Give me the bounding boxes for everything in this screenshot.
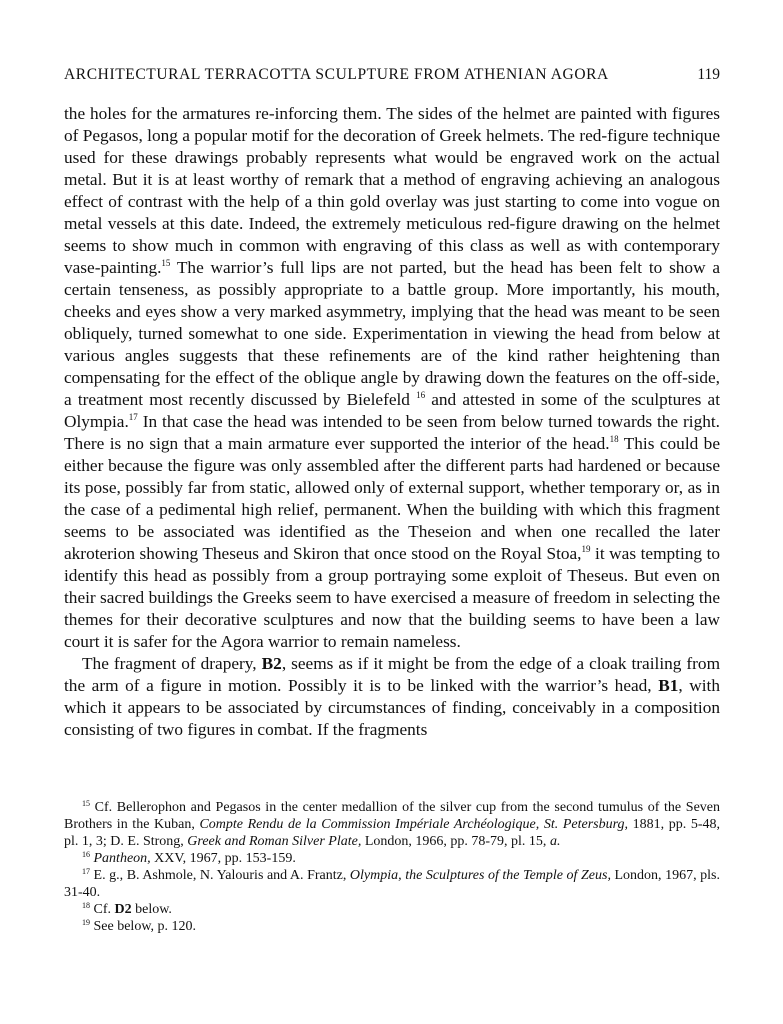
paragraph-1 [64, 103, 720, 653]
footnote-18 [64, 901, 720, 918]
footnote-number: 15 [82, 799, 90, 808]
paragraph-2 [64, 653, 720, 741]
running-title: ARCHITECTURAL TERRACOTTA SCULPTURE FROM ATHENIAN AGORA [64, 66, 609, 83]
citation-title: Greek and Roman Silver Plate, [187, 834, 362, 849]
text-run: below. [131, 902, 172, 917]
text-run: The warrior’s full lips are not parted, but the head has been felt to show a certain tenseness, as possibly appropriate to a battle group. More importantly, his mouth, cheeks and eyes show a very marked asymmetry, implying that the head was meant to be seen obliquely, turned somewhat to one side. Experimentation in viewing the head from below at various angles suggests that these refinements are of the kind rather heightening than compensating for the effect of the oblique angle by drawing down the features on the off-side, a treatment most recently discussed by Bielefeld [64, 258, 720, 409]
footnote-number: 16 [82, 850, 90, 859]
text-run: In that case the head was intended to be seen from below turned towards the right. There is no sign that a main armature ever supported the interior of the head. [64, 412, 720, 453]
text-run: and attested in some of the sculptures at Olympia. [64, 390, 720, 431]
text-run: Cf. Bellerophon and Pegasos in the center medallion of the silver cup from the second tumulus of the Seven Brothers in the Kuban, [64, 800, 720, 832]
footnote-number: 19 [82, 918, 90, 927]
catalogue-ref-b1: B1 [658, 676, 679, 695]
text-run: it was tempting to identify this head as possibly from a group portraying some exploit of Theseus. But even on their sacred buildings the Greeks seem to have exercised a measure of freedom in selecting the themes for their decorative sculptures and now that the building seems to have been a law court it is safer for the Agora warrior to remain nameless. [64, 544, 721, 651]
citation-title: Pantheon, [93, 851, 151, 866]
footnote-17 [64, 867, 720, 901]
footnote-ref-17[interactable]: 17 [128, 412, 138, 422]
catalogue-ref-d2: D2 [114, 902, 132, 917]
citation-title: Olympia, the Sculptures of the Temple of Zeus, [349, 868, 611, 883]
footnote-15 [64, 799, 720, 850]
text-run: See below, p. 120. [90, 919, 197, 934]
page-number: 119 [697, 66, 720, 83]
text-run: Cf. [90, 902, 115, 917]
text-run: , with which it appears to be associated by circumstances of finding, conceivably in a composition consisting of two figures in combat. If the fragments [64, 676, 720, 739]
footnote-16 [64, 850, 720, 867]
catalogue-ref-b2: B2 [261, 654, 282, 673]
running-head [64, 66, 720, 84]
footnote-ref-15[interactable]: 15 [161, 258, 171, 268]
citation-title: a. [549, 834, 561, 849]
text-run: This could be either because the figure was only assembled after the different parts had hardened or because its pose, possibly far from static, allowed only of external support, whether temporary or, as in the case of a pedimental high relief, permanent. When the building with which this fragment seems to be associated was identified as the Theseion and when one recalled the later akroterion showing Theseus and Skiron that once stood on the Royal Stoa, [64, 434, 720, 563]
footnote-number: 18 [82, 901, 90, 910]
footnotes [64, 799, 720, 935]
text-run: London, 1966, pp. 78-79, pl. 15, [361, 834, 550, 849]
text-run: London, 1967, pls. 31-40. [64, 868, 720, 900]
text-run: E. g., B. Ashmole, N. Yalouris and A. Frantz, [90, 868, 350, 883]
footnote-number: 17 [82, 867, 90, 876]
citation-title: Compte Rendu de la Commission Impériale Archéologique, St. Petersburg, [199, 817, 629, 832]
text-run: the holes for the armatures re-inforcing them. The sides of the helmet are painted with figures of Pegasos, long a popular motif for the decoration of Greek helmets. The red-figure technique used for these drawings probably represents what would be engraved work on the actual metal. But it is at least worthy of remark that a method of engraving achieving an analogous effect of contrast with the help of a thin gold overlay was just starting to come into vogue on metal vessels at this date. Indeed, the extremely meticulous red-figure drawing on the helmet seems to show much in common with engraving of this class as well as with contemporary vase-painting. [64, 104, 720, 277]
footnote-19 [64, 918, 720, 935]
text-run: XXV, 1967, pp. 153-159. [150, 851, 296, 866]
footnote-ref-18[interactable]: 18 [609, 434, 619, 444]
footnote-ref-16[interactable]: 16 [416, 390, 426, 400]
body-text [64, 103, 720, 741]
text-run: The fragment of drapery, [82, 654, 262, 673]
text-run: 1881, pp. 5-48, pl. 1, 3; D. E. Strong, [64, 817, 721, 849]
text-run: , seems as if it might be from the edge of a cloak trailing from the arm of a figure in motion. Possibly it is to be linked with the warrior’s head, [64, 654, 721, 695]
footnote-ref-19[interactable]: 19 [581, 544, 591, 554]
